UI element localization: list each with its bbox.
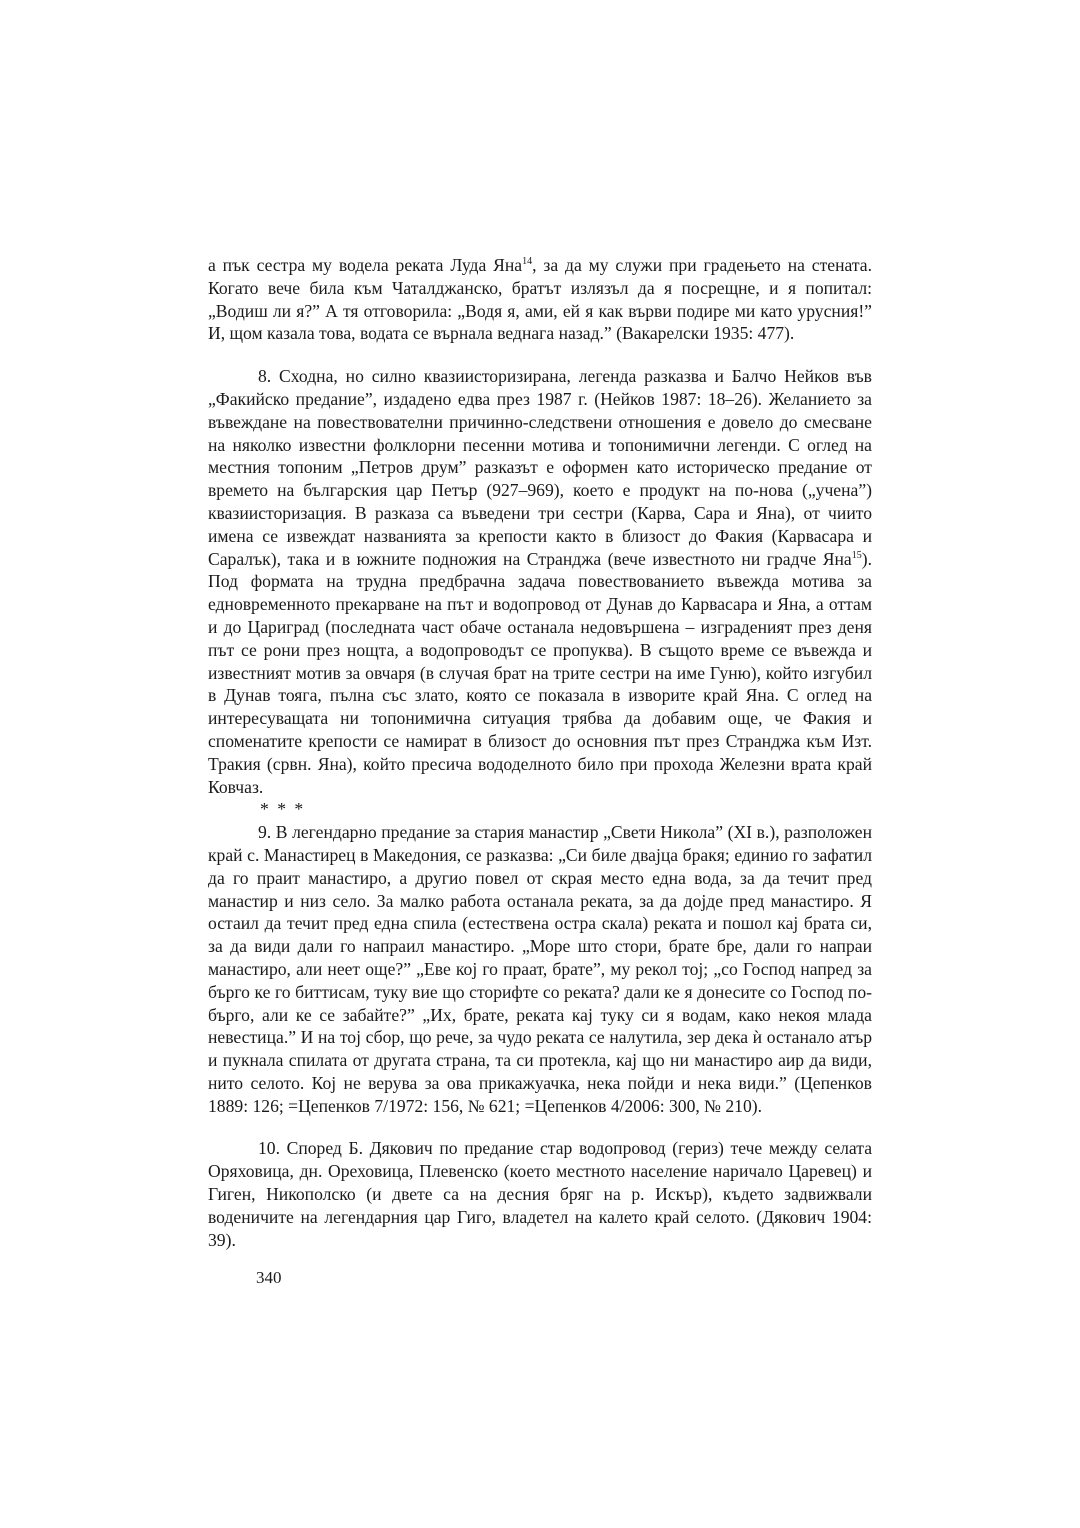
footnote-ref-14: 14 [522,256,533,268]
paragraph-9: 9. В легендарно предание за стария манастир „Свети Никола” (XI в.), разположен край с. Манастирец в Македония, се разказва: „Си биле двајца бракя; единио го зафатил да го праит манастиро, а другио повел от скрая место една вода, за да течит пред манастир и низ село. За малко работа останала реката, за да дојде пред манастиро. Я остаил да течит пред една спила (естествена остра скала) реката и пошол кај брата си, за да види дали го напраил манастиро. „Море што стори, брате бре, дали го напраи манастиро, али неет още?” „Еве кој го праат, брате”, му рекол тој; „со Господ напред за бърго ке го биттисам, туку вие що сторифте со реката? дали ке я донесите со Господ по-бърго, али ке се забайте?” „Их, брате, реката кај туку си я водам, како некоя млада невестица.” И на тој сбор, що рече, за чудо реката се налутила, зер дека ѝ останало атър и пукнала спилата от другата страна, та си протекла, кај що ни манастиро аир да види, нито селото. Кој не верува за ова прикажуачка, нека пойди и нека види.” (Цепенков 1889: 126; =Цепенков 7/1972: 156, № 621; =Цепенков 4/2006: 300, № 210). [208,822,872,1116]
paragraph-text: , за да му служи при градењето на стената. Когато вече била към Чаталджанско, братът излязъл да я посрещне, и я попитал: „Водиш ли я?” А тя отговорила: „Водя я, ами, ей я как върви подире ми като урусния!” И, щом казала това, водата се върнала веднага назад.” (Вакарелски 1935: 477). [208,255,872,344]
page-number: 340 [256,1268,282,1287]
paragraph-text: 8. Сходна, но силно квазиисторизирана, легенда разказва и Балчо Нейков във „Факийско предание”, издадено едва през 1987 г. (Нейков 1987: 18–26). Желанието за въвеждане на повествователни причинно-следствени отношения е довело до смесване на няколко известни фолклорни песенни мотива и топонимични легенди. С оглед на местния топоним „Петров друм” разказът е оформен като историческо предание от времето на българския цар Петър (927–969), което е продукт на по-нова („учена”) квазиисторизация. В разказа са въведени три сестри (Карва, Сара и Яна), от чиито имена се извеждат названията за крепости както в близост до Факия (Карвасара и Саралък), така и в южните подножия на Странджа (вече известното ни градче Яна [208,366,872,569]
paragraph-text: а пък сестра му водела реката Луда Яна [208,255,523,275]
paragraph-10: 10. Според Б. Дякович по предание стар водопровод (гериз) тече между селата Оряховица, дн. Ореховица, Плевенско (което местното население наричало Царевец) и Гиген, Никополско (и двете са на десния бряг на р. Искър), където задвижвали воденичите на легендарния цар Гиго, владетел на калето край селото. (Дякович 1904: 39). [208,1138,872,1250]
paragraph-text: ). Под формата на трудна предбрачна задача повествованието въвежда мотива за едновременното прекарване на път и водопровод от Дунав до Карвасара и Яна, а оттам и до Цариград (последната част обаче останала недовършена – изграденият през деня път се рони през нощта, а водопроводът се пропуква). В същото време се въвежда и известният мотив за овчаря (в случая брат на трите сестри на име Гуню), който изгубил в Дунав тояга, пълна със злато, която се показала в изворите край Яна. С оглед на интересуващата ни топонимична ситуация трябва да добавим още, че Факия и споменатите крепости се намират в близост до основния път през Странджа към Изт. Тракия (срвн. Яна), който пресича вододелното било при прохода Железни врата край Ковчаз. [208,548,872,797]
footnote-ref-15: 15 [851,549,862,561]
body-text [208,254,872,1251]
section-separator: * * * [260,799,306,820]
paragraph-continuation [208,254,872,345]
paragraph-8 [208,365,872,798]
